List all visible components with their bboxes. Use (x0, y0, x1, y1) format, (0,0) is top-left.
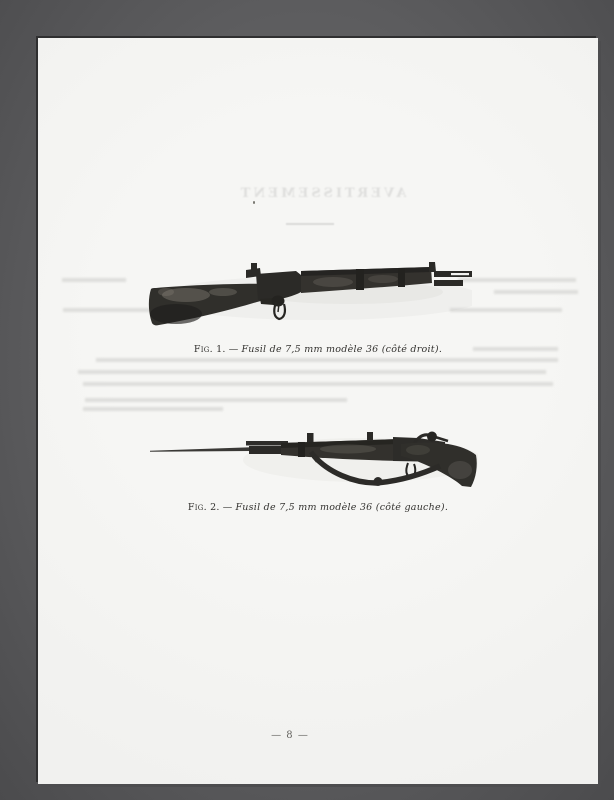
rifle-photo-left-side (148, 430, 478, 488)
bleed-through-line (85, 398, 347, 402)
figure-2-label: Fig. 2. (187, 502, 220, 513)
bleed-through-line (78, 370, 546, 374)
figure-2-title: Fusil de 7,5 mm modèle 36 (côté gauche). (235, 502, 449, 513)
page-number: — 8 — (271, 730, 309, 741)
bleed-through-line (62, 278, 126, 282)
figure-2 (148, 430, 478, 488)
bleed-through-line (458, 278, 576, 282)
bleed-through-rule (286, 223, 334, 225)
bleed-through-line (494, 290, 578, 294)
bleed-through-line (96, 358, 558, 362)
figure-1-label: Fig. 1. (193, 344, 226, 355)
document-page (38, 38, 598, 784)
caption-separator: — (228, 344, 239, 355)
caption-separator: — (222, 502, 233, 513)
bleed-through-heading: AVERTISSEMENT (237, 186, 407, 201)
figure-1 (148, 262, 472, 330)
bleed-through-line (83, 407, 223, 411)
bleed-through-line (83, 382, 553, 386)
ink-speck (253, 201, 255, 204)
rifle-photo-right-side (148, 262, 472, 330)
figure-1-caption (38, 344, 598, 355)
figure-2-caption (38, 502, 598, 513)
figure-1-title: Fusil de 7,5 mm modèle 36 (côté droit). (241, 344, 443, 355)
